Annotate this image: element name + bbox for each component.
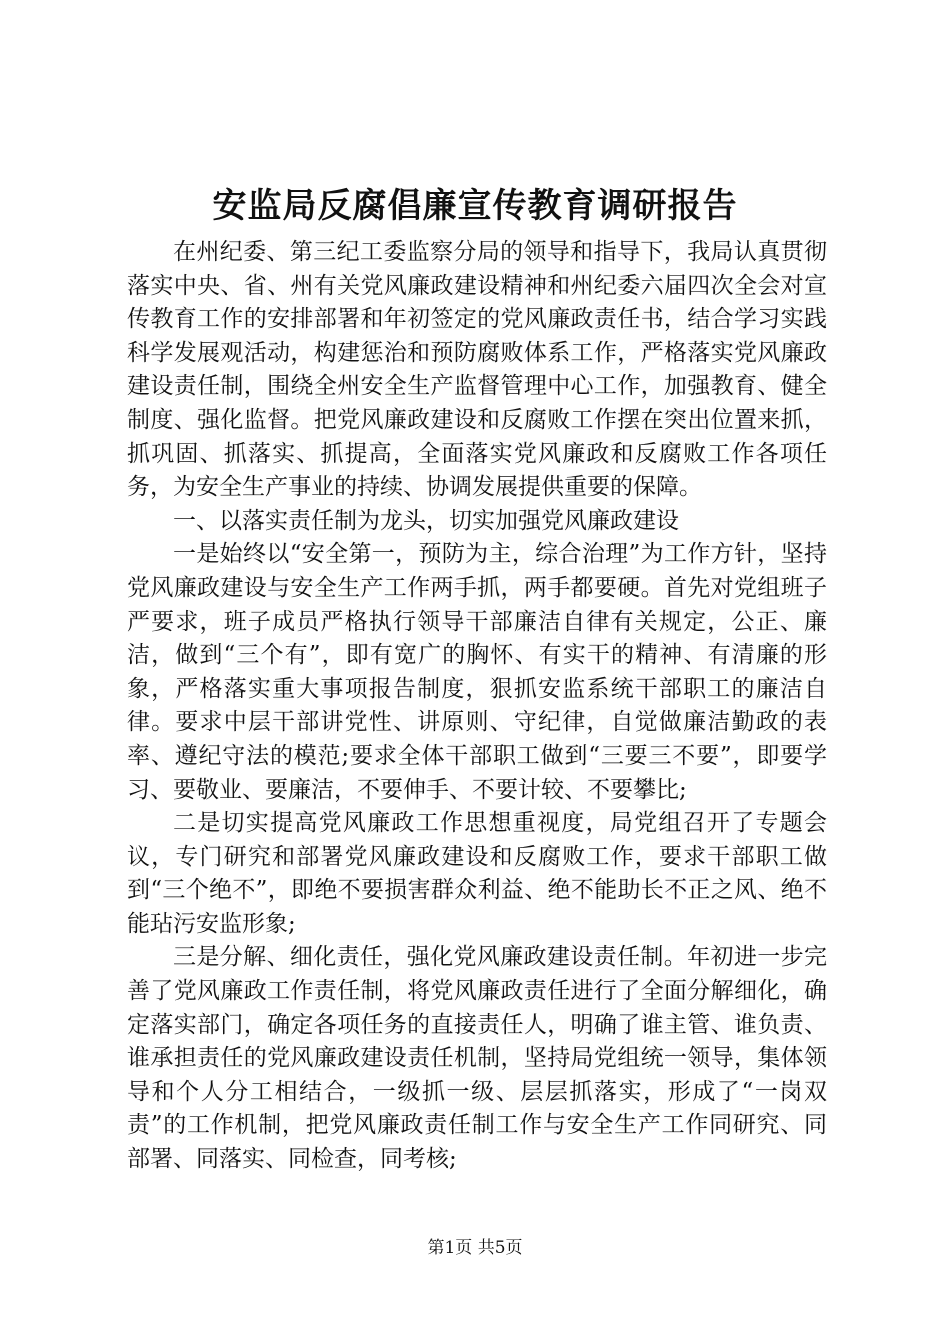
document-title: 安监局反腐倡廉宣传教育调研报告 <box>212 186 738 226</box>
point-two-paragraph: 二是切实提高党风廉政工作思想重视度，局党组召开了专题会议，专门研究和部署党风廉政建设和反腐败工作，要求干部职工做到“三个绝不”，即绝不要损害群众利益、绝不能助长不正之风、绝不能玷污安监形象; <box>127 810 827 937</box>
page-number-footer: 第1页 共5页 <box>427 1238 523 1258</box>
point-one-paragraph: 一是始终以“安全第一，预防为主，综合治理”为工作方针，坚持党风廉政建设与安全生产工作两手抓，两手都要硬。首先对党组班子严要求，班子成员严格执行领导干部廉洁自律有关规定，公正、廉洁，做到“三个有”，即有宽广的胸怀、有实干的精神、有清廉的形象，严格落实重大事项报告制度，狠抓安监系统干部职工的廉洁自律。要求中层干部讲党性、讲原则、守纪律，自觉做廉洁勤政的表率、遵纪守法的模范;要求全体干部职工做到“三要三不要”，即要学习、要敬业、要廉洁，不要伸手、不要计较、不要攀比; <box>127 541 827 803</box>
intro-paragraph: 在州纪委、第三纪工委监察分局的领导和指导下，我局认真贯彻落实中央、省、州有关党风廉政建设精神和州纪委六届四次全会对宣传教育工作的安排部署和年初签定的党风廉政责任书，结合学习实践科学发展观活动，构建惩治和预防腐败体系工作，严格落实党风廉政建设责任制，围绕全州安全生产监督管理中心工作，加强教育、健全制度、强化监督。把党风廉政建设和反腐败工作摆在突出位置来抓，抓巩固、抓落实、抓提高，全面落实党风廉政和反腐败工作各项任务，为安全生产事业的持续、协调发展提供重要的保障。 <box>127 239 827 501</box>
point-three-paragraph: 三是分解、细化责任，强化党风廉政建设责任制。年初进一步完善了党风廉政工作责任制，将党风廉政责任进行了全面分解细化，确定落实部门，确定各项任务的直接责任人，明确了谁主管、谁负责、谁承担责任的党风廉政建设责任机制，坚持局党组统一领导，集体领导和个人分工相结合，一级抓一级、层层抓落实，形成了“一岗双责”的工作机制，把党风廉政责任制工作与安全生产工作同研究、同部署、同落实、同检查，同考核; <box>127 944 827 1173</box>
document-body <box>127 236 827 1177</box>
section-heading: 一、以落实责任制为龙头，切实加强党风廉政建设 <box>173 507 679 534</box>
